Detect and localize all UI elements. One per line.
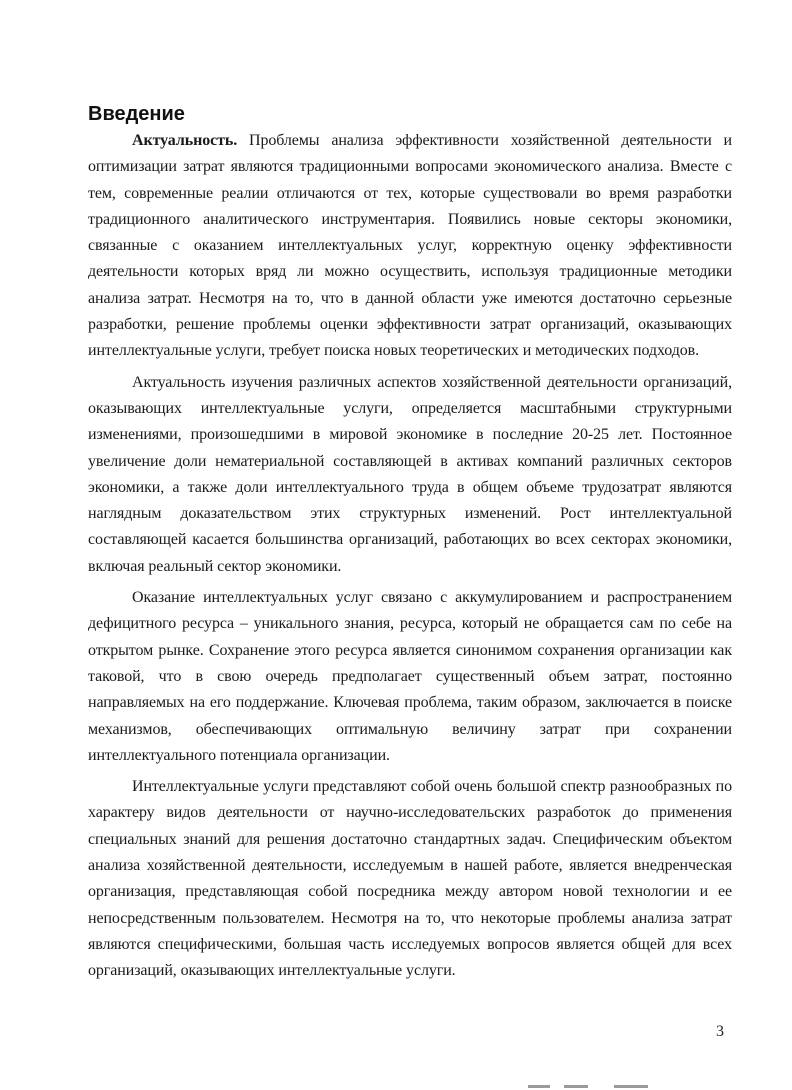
page-number: 3 [716, 1023, 724, 1040]
paragraph-relevance [88, 128, 732, 365]
paragraph-lead: Актуальность. [132, 132, 238, 149]
scan-mark [614, 1085, 648, 1088]
scan-mark [564, 1085, 588, 1088]
paragraph-intellectual-services: Интеллектуальные услуги представляют собой очень большой спектр разнообразных по характеру видов деятельности от научно-исследовательских разработок до применения специальных знаний для решения достаточно стандартных задач. Специфическим объектом анализа хозяйственной деятельности, исследуемым в нашей работе, является внедренческая организация, представляющая собой посредника между автором новой технологии и ее непосредственным пользователем. Несмотря на то, что некоторые проблемы анализа затрат являются специфическими, большая часть исследуемых вопросов является общей для всех организаций, оказывающих интеллектуальные услуги. [88, 778, 732, 980]
paragraph-structural-changes: Актуальность изучения различных аспектов хозяйственной деятельности организаций, оказывающих интеллектуальные услуги, определяется масштабными структурными изменениями, произошедшими в мировой экономике в последние 20-25 лет. Постоянное увеличение доли нематериальной составляющей в активах компаний различных секторов экономики, а также доли интеллектуального труда в общем объеме трудозатрат являются наглядным доказательством этих структурных изменений. Рост интеллектуальной составляющей касается большинства организаций, работающих во всех секторах экономики, включая реальный сектор экономики. [88, 373, 732, 575]
scan-mark [528, 1085, 550, 1088]
paragraph-knowledge-resource: Оказание интеллектуальных услуг связано с аккумулированием и распространением дефицитного ресурса – уникального знания, ресурса, который не обращается сам по себе на открытом рынке. Сохранение этого ресурса является синонимом сохранения организации как таковой, что в свою очередь предполагает существенный объем затрат, постоянно направляемых на его поддержание. Ключевая проблема, таким образом, заключается в поиске механизмов, обеспечивающих оптимальную величину затрат при сохранении интеллектуального потенциала организации. [88, 589, 732, 764]
section-heading: Введение [88, 103, 185, 125]
paragraph-text: Проблемы анализа эффективности хозяйственной деятельности и оптимизации затрат являются традиционными вопросами экономического анализа. Вместе с тем, современные реалии отличаются от тех, которые существовали во время разработки традиционного аналитического инструментария. Появились новые секторы экономики, связанные с оказанием интеллектуальных услуг, корректную оценку эффективности деятельности которых вряд ли можно осуществить, используя традиционные методики анализа затрат. Несмотря на то, что в данной области уже имеются достаточно серьезные разработки, решение проблемы оценки эффективности затрат организаций, оказывающих интеллектуальные услуги, требует поиска новых теоретических и методических подходов. [88, 132, 732, 360]
scan-marks [528, 1079, 668, 1090]
body-text [88, 128, 732, 985]
